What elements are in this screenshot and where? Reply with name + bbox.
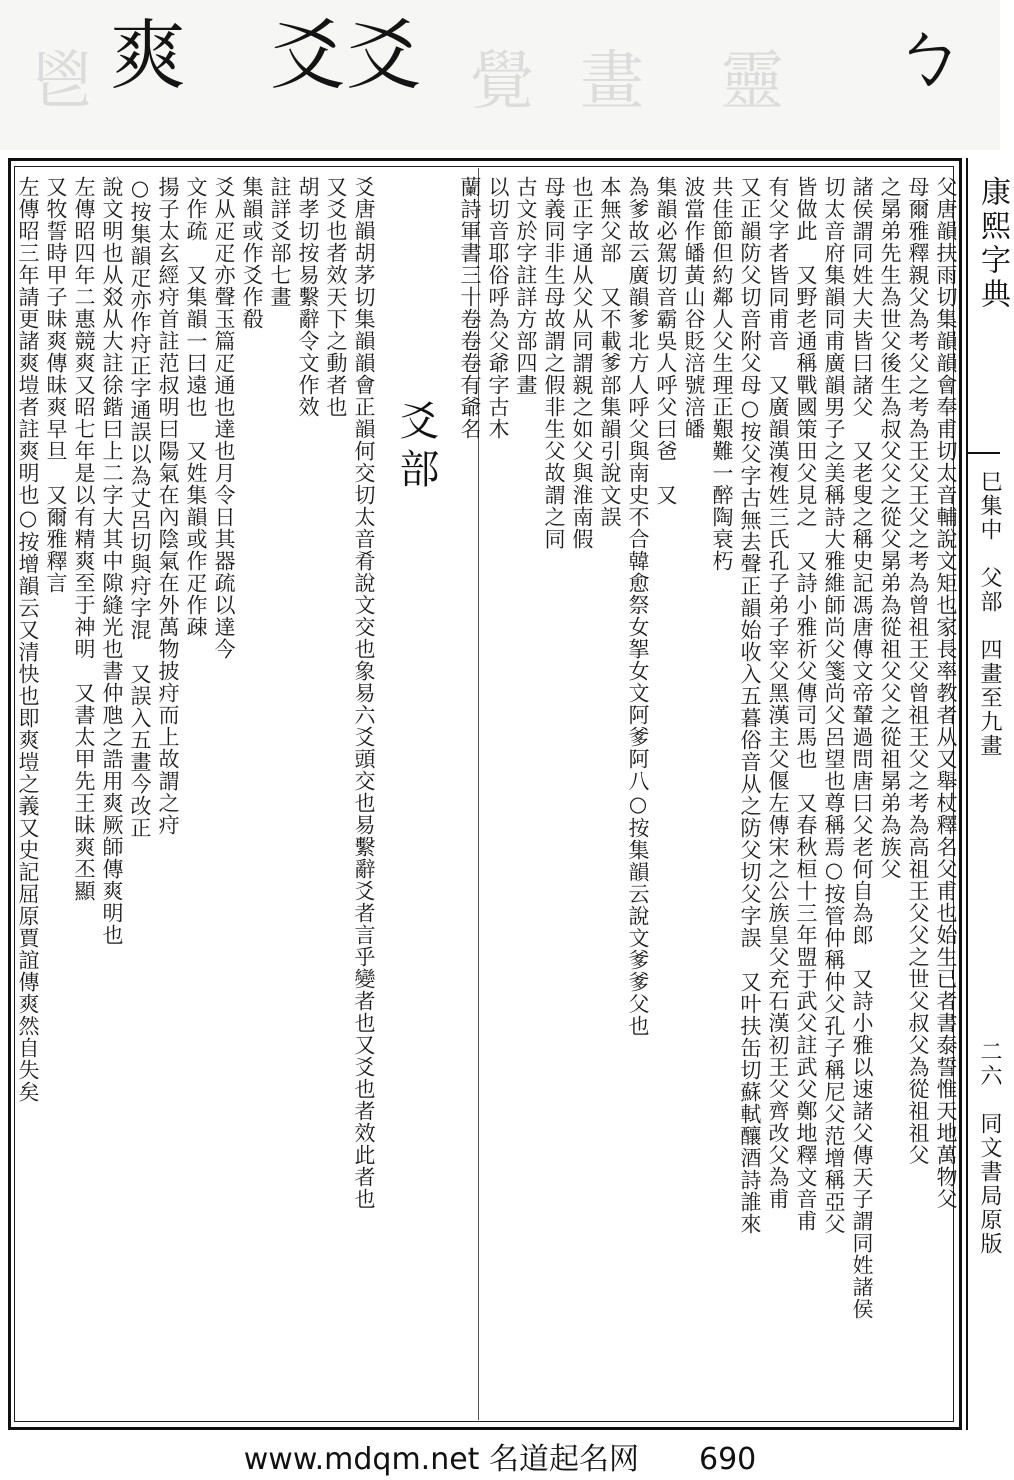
header-glyph-bao: ㄅ (890, 11, 966, 100)
text-column: 集韻或作爻作殽 (240, 176, 264, 330)
text-column: 諸侯謂同姓大夫皆曰諸父 又老叟之稱史記馮唐傳文帝輦過問唐曰父老何自為郎 又詩小雅以速諸父傳天子謂同姓諸侯 (850, 176, 874, 1320)
volume-info: 巳集中 父部 四畫至九畫 (977, 470, 1002, 758)
text-column: 左傳昭四年二惠競爽又昭七年是以有精爽至于神明 又書太甲先王昧爽丕顯 (72, 176, 96, 902)
text-column: 爻从疋疋亦聲玉篇疋通也達也月令日其器疏以達今 (212, 176, 236, 660)
text-column: 註詳爻部七畫 (268, 176, 292, 308)
text-column: 之晜弟先生為世父後生為叔父父之從父晜弟為從祖父父之從祖晜弟為族父 (878, 176, 902, 880)
text-column: ○按集韻疋亦作疛正字通誤以為丈呂切與疛字混 又誤入五畫今改正 (128, 176, 152, 839)
text-column: 古文於字註詳方部四畫 (514, 176, 538, 396)
text-column: 波當作皤黃山谷貶涪號涪皤 (682, 176, 706, 440)
header-glyph-li: 爻爻 (270, 11, 422, 100)
text-column: 皆做此 又野老通稱戰國策田父見之 又詩小雅祈父傳司馬也 又春秋桓十三年盟于武父註武父鄭地釋文音甫 (794, 176, 818, 1232)
text-column: 本無父部 又不載爹部集韻引說文誤 (598, 176, 622, 528)
right-text-columns (458, 176, 960, 1416)
dictionary-title: 康熙字典 (975, 176, 1010, 312)
text-column: 又爻也者效天下之動者也 (324, 176, 348, 418)
text-column: 說文明也从㸚从大註徐鍇曰上二字大其中隙縫光也書仲虺之誥用爽厥師傳爽明也 (100, 176, 124, 946)
site-footer: www.mdqm.net 名道起名网 690 (243, 1442, 757, 1477)
text-column: 也正字通从父从同謂親之如父與淮南假 (570, 176, 594, 550)
side-divider (966, 452, 1000, 454)
text-column: 母爾雅釋親父為考父之考為王父王父之考為曾祖王父曾祖王父之考為高祖王父父之世父叔父為從祖祖父 (906, 176, 930, 1166)
text-column: 集韻必駕切音霸吳人呼父曰爸 又 (654, 176, 678, 506)
text-column: 為爹故云廣韻爹北方人呼父與南史不合韓愈祭女挐女文阿爹阿八○按集韻云說文爹爹父也 (626, 176, 650, 1037)
text-column: 文作疏 又集韻一曰遠也 又姓集韻或作疋作疎 (184, 176, 208, 638)
publisher-info: 二六 同文書局原版 (977, 1040, 1002, 1256)
ghost-glyph: 鬯 (30, 45, 94, 119)
ghost-glyph: 靈 (720, 45, 784, 119)
left-text-columns (18, 176, 378, 1416)
text-column: 母義同非生母故謂之假非生父故謂之同 (542, 176, 566, 550)
section-title-yao-radical: 爻部 (393, 400, 439, 496)
text-column: 左傳昭三年請更諸爽塏者註爽明也○按增韻云又清快也即爽塏之義又史記屈原賈誼傳爽然自失矣 (16, 176, 40, 1103)
text-column: 父唐韻扶雨切集韻韻會奉甫切太音輔說文矩也家長率教者从又舉杖釋名父甫也始生已者書泰誓惟天地萬物父 (934, 176, 958, 1210)
text-column: 切太音府集韻同甫廣韻男子之美稱詩大雅維師尚父箋尚父呂望也尊稱焉○按管仲稱仲父孔子稱尼父范增稱亞父 (822, 176, 846, 1235)
ghost-glyph: 畫 (580, 45, 644, 119)
text-column: 揚子太玄經疛首註范叔明曰陽氣在內陰氣在外萬物披疛而上故謂之疛 (156, 176, 180, 836)
header-glyph-shuang: 爽 (110, 11, 186, 100)
text-column: 共佳節但約鄰人父生理正艱難一醉陶衰朽 (710, 176, 734, 572)
text-column: 又牧誓時甲子昧爽傳昧爽早旦 又爾雅釋言 (44, 176, 68, 594)
text-column: 爻唐韻胡茅切集韻韻會正韻何交切太音肴說文交也象易六爻頭交也易繫辭爻者言乎變者也又爻也者效此者也 (352, 176, 376, 1210)
text-column: 蘭詩軍書三十卷卷卷有爺名 (458, 176, 482, 440)
text-column: 以切音耶俗呼為父爺字古木 (486, 176, 510, 440)
text-column: 胡孝切按易繫辭令文作效 (296, 176, 320, 418)
ghost-glyph: 覺 (470, 45, 534, 119)
text-column: 有父字者皆同甫音 又廣韻漢複姓三氏孔子弟子宰父黑漢主父偃左傳宋之公族皇父充石漢初王父齊改父為甫 (766, 176, 790, 1210)
text-column: 又正韻防父切音附父母○按父字古無去聲正韻始收入五暮俗音从之防父切父字誤 又叶扶缶切蘇軾釀酒詩誰來 (738, 176, 762, 1235)
